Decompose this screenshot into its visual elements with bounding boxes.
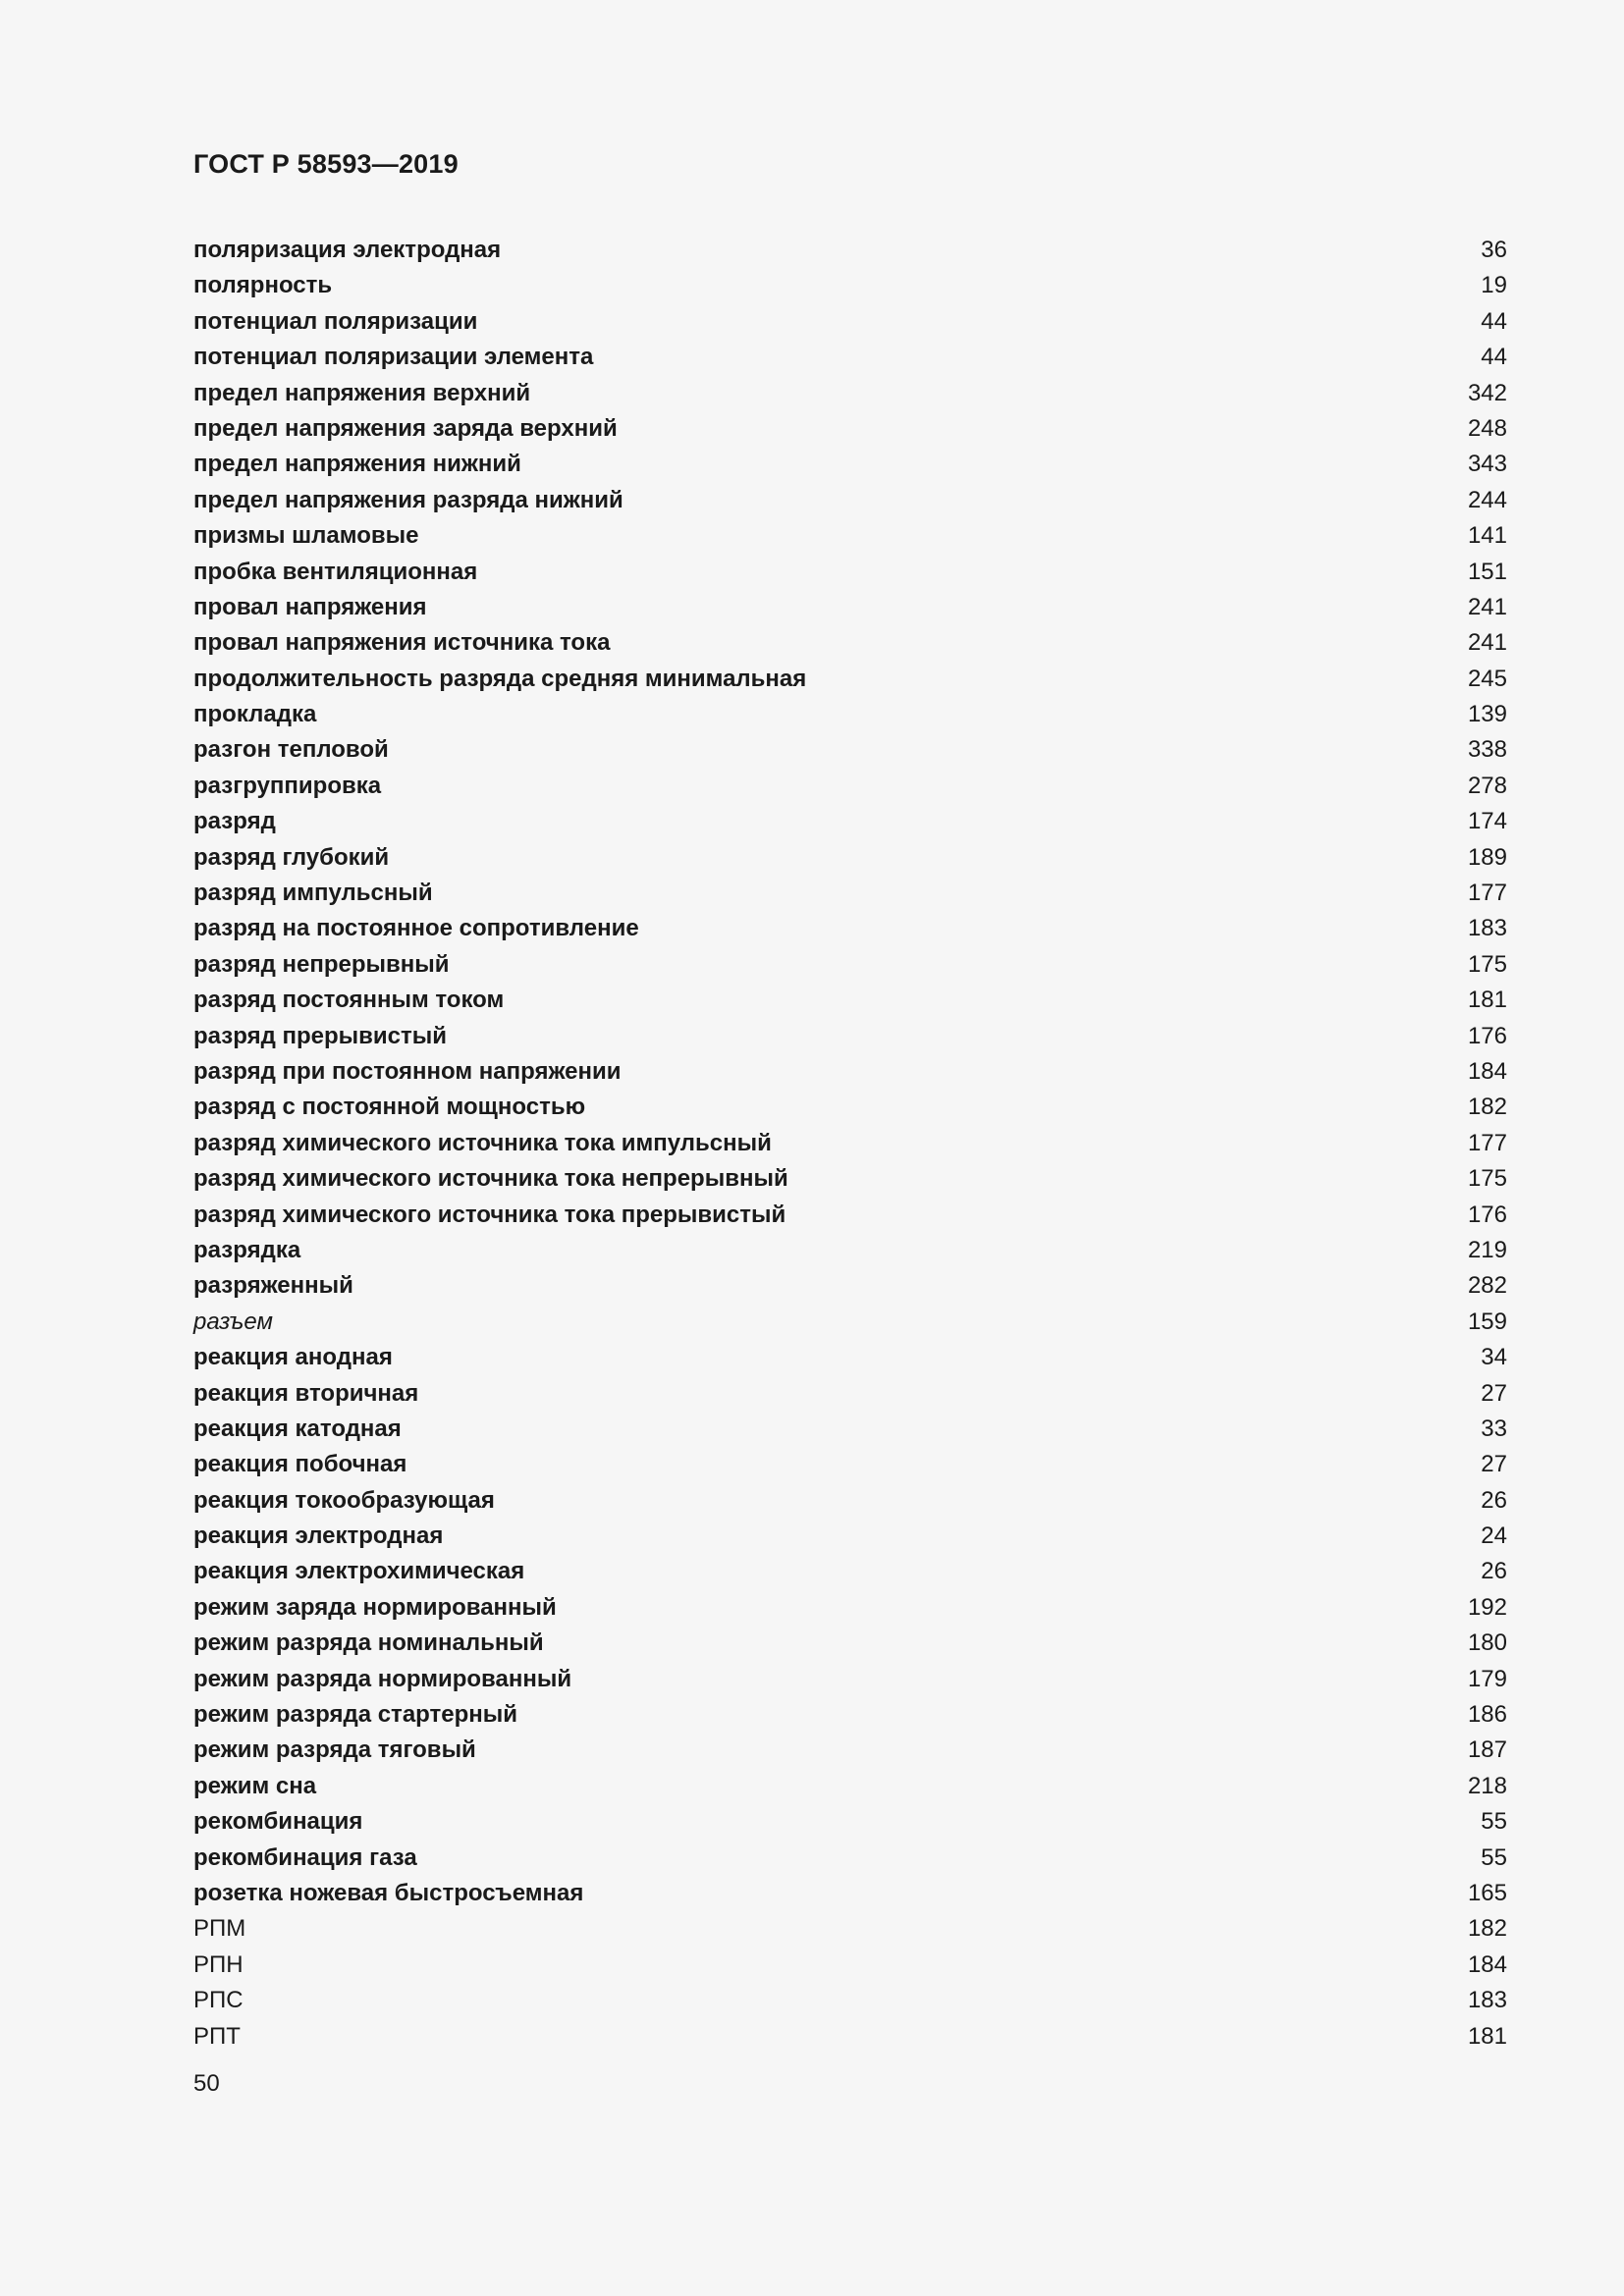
index-page-number: 26 xyxy=(1481,1486,1507,1514)
index-term: РПН xyxy=(193,1950,244,1978)
index-page-number: 182 xyxy=(1467,1094,1507,1121)
index-term: продолжительность разряда средняя минимальная xyxy=(193,665,807,692)
index-page-number: 181 xyxy=(1467,987,1507,1014)
index-page-number: 187 xyxy=(1467,1736,1507,1764)
index-term: провал напряжения источника тока xyxy=(193,629,611,657)
index-term: предел напряжения верхний xyxy=(193,379,531,406)
index-term: разряд импульсный xyxy=(193,880,433,907)
index-entry xyxy=(193,1733,1507,1768)
index-term: режим разряда стартерный xyxy=(193,1701,518,1729)
index-page-number: 36 xyxy=(1481,237,1507,263)
index-entry xyxy=(193,376,1507,411)
index-term: разряженный xyxy=(193,1272,353,1300)
index-entry xyxy=(193,1983,1507,2018)
index-entry xyxy=(193,1626,1507,1661)
index-page-number: 244 xyxy=(1467,486,1507,513)
page-number: 50 xyxy=(193,2070,220,2097)
index-page-number: 27 xyxy=(1481,1379,1507,1407)
index-term: пробка вентиляционная xyxy=(193,558,478,585)
index-entry xyxy=(193,304,1507,340)
index-entry xyxy=(193,1340,1507,1375)
index-entry xyxy=(193,1305,1507,1340)
index-entry xyxy=(193,1412,1507,1447)
index-entry xyxy=(193,1447,1507,1482)
index-term: РПТ xyxy=(193,2022,241,2050)
index-entry xyxy=(193,483,1507,518)
index-entry xyxy=(193,1554,1507,1589)
index-page-number: 175 xyxy=(1467,950,1507,978)
index-term: реакция побочная xyxy=(193,1451,407,1478)
index-entry xyxy=(193,697,1507,732)
index-page-number: 282 xyxy=(1467,1272,1507,1300)
index-term: РПМ xyxy=(193,1915,246,1943)
index-entry xyxy=(193,1198,1507,1233)
index-page-number: 55 xyxy=(1481,1843,1507,1871)
index-term: разряд на постоянное сопротивление xyxy=(193,915,639,942)
index-page-number: 182 xyxy=(1467,1915,1507,1943)
index-term: разгон тепловой xyxy=(193,736,389,764)
index-entry xyxy=(193,1841,1507,1876)
index-page-number: 343 xyxy=(1467,451,1507,478)
index-page-number: 34 xyxy=(1481,1344,1507,1371)
index-term: реакция электродная xyxy=(193,1522,444,1550)
index-entry xyxy=(193,947,1507,983)
index-page-number: 241 xyxy=(1467,629,1507,657)
index-entry xyxy=(193,411,1507,447)
index-entry xyxy=(193,447,1507,482)
index-term: разъем xyxy=(193,1308,273,1335)
index-entry xyxy=(193,1590,1507,1626)
index-page-number: 180 xyxy=(1467,1629,1507,1657)
index-page-number: 44 xyxy=(1481,307,1507,335)
index-entry xyxy=(193,1948,1507,1983)
index-page-number: 175 xyxy=(1467,1165,1507,1193)
index-page-number: 342 xyxy=(1467,379,1507,406)
index-entry xyxy=(193,625,1507,661)
index-page-number: 151 xyxy=(1467,558,1507,585)
index-page-number: 184 xyxy=(1467,1057,1507,1085)
index-page-number: 27 xyxy=(1481,1451,1507,1478)
index-term: реакция катодная xyxy=(193,1415,402,1442)
index-term: разрядка xyxy=(193,1236,301,1263)
index-page-number: 33 xyxy=(1481,1415,1507,1442)
index-entry xyxy=(193,1804,1507,1840)
index-term: потенциал поляризации xyxy=(193,307,478,335)
index-page-number: 159 xyxy=(1467,1308,1507,1335)
index-entry xyxy=(193,1126,1507,1161)
index-entry xyxy=(193,233,1507,268)
index-entry xyxy=(193,1376,1507,1412)
index-term: предел напряжения заряда верхний xyxy=(193,414,618,442)
index-page-number: 245 xyxy=(1467,665,1507,692)
index-page-number: 189 xyxy=(1467,843,1507,871)
index-entry xyxy=(193,1911,1507,1947)
index-page-number: 183 xyxy=(1467,915,1507,942)
index-entry xyxy=(193,911,1507,946)
index-page-number: 192 xyxy=(1467,1593,1507,1621)
index-page-number: 177 xyxy=(1467,880,1507,907)
index-page-number: 26 xyxy=(1481,1558,1507,1585)
index-entry xyxy=(193,983,1507,1018)
index-term: режим разряда нормированный xyxy=(193,1665,572,1692)
index-term: разряд глубокий xyxy=(193,843,390,871)
index-entry xyxy=(193,804,1507,839)
index-entry xyxy=(193,590,1507,625)
index-term: режим заряда нормированный xyxy=(193,1593,557,1621)
index-term: разгруппировка xyxy=(193,772,382,799)
index-page-number: 338 xyxy=(1467,736,1507,764)
index-entry xyxy=(193,2019,1507,2055)
index-term: разряд непрерывный xyxy=(193,950,450,978)
index-term: РПС xyxy=(193,1987,244,2014)
index-page-number: 176 xyxy=(1467,1022,1507,1049)
index-term: разряд химического источника тока непрерывный xyxy=(193,1165,788,1193)
index-entry xyxy=(193,1054,1507,1090)
document-header: ГОСТ Р 58593—2019 xyxy=(193,149,459,179)
index-page-number: 184 xyxy=(1467,1950,1507,1978)
index-term: разряд с постоянной мощностью xyxy=(193,1094,586,1121)
index-page-number: 218 xyxy=(1467,1772,1507,1799)
index-entry xyxy=(193,1233,1507,1268)
index-entry xyxy=(193,1161,1507,1197)
index-entry xyxy=(193,518,1507,554)
index-term: разряд xyxy=(193,808,276,835)
index-page-number: 177 xyxy=(1467,1129,1507,1156)
index-entry xyxy=(193,1019,1507,1054)
index-page-number: 278 xyxy=(1467,772,1507,799)
index-term: реакция вторичная xyxy=(193,1379,419,1407)
index-term: рекомбинация газа xyxy=(193,1843,417,1871)
index-term: полярность xyxy=(193,272,333,299)
index-entry xyxy=(193,1483,1507,1519)
index-entry xyxy=(193,876,1507,911)
index-term: предел напряжения разряда нижний xyxy=(193,486,623,513)
index-entry xyxy=(193,732,1507,768)
index-entry xyxy=(193,662,1507,697)
index-term: розетка ножевая быстросъемная xyxy=(193,1879,584,1906)
index-page-number: 174 xyxy=(1467,808,1507,835)
index-entry xyxy=(193,340,1507,375)
index-term: разряд химического источника тока импульсный xyxy=(193,1129,772,1156)
index-page-number: 139 xyxy=(1467,701,1507,728)
index-page-number: 241 xyxy=(1467,593,1507,620)
index-page-number: 44 xyxy=(1481,344,1507,371)
index-term: разряд постоянным током xyxy=(193,987,505,1014)
index-entry xyxy=(193,1268,1507,1304)
index-entry xyxy=(193,1697,1507,1733)
index-entry xyxy=(193,1769,1507,1804)
index-page-number: 24 xyxy=(1481,1522,1507,1550)
index-list xyxy=(193,233,1507,2055)
index-entry xyxy=(193,1876,1507,1911)
index-page-number: 165 xyxy=(1467,1879,1507,1906)
index-term: реакция электрохимическая xyxy=(193,1558,525,1585)
index-term: предел напряжения нижний xyxy=(193,451,521,478)
index-page-number: 141 xyxy=(1467,522,1507,550)
index-page-number: 183 xyxy=(1467,1987,1507,2014)
index-term: режим разряда тяговый xyxy=(193,1736,476,1764)
index-term: разряд химического источника тока прерывистый xyxy=(193,1201,786,1228)
index-term: реакция анодная xyxy=(193,1344,393,1371)
index-entry xyxy=(193,840,1507,876)
index-page-number: 55 xyxy=(1481,1808,1507,1836)
index-page-number: 219 xyxy=(1467,1236,1507,1263)
index-term: разряд прерывистый xyxy=(193,1022,447,1049)
index-term: провал напряжения xyxy=(193,593,427,620)
index-term: рекомбинация xyxy=(193,1808,363,1836)
index-entry xyxy=(193,555,1507,590)
index-entry xyxy=(193,769,1507,804)
index-term: поляризация электродная xyxy=(193,237,502,263)
index-page-number: 176 xyxy=(1467,1201,1507,1228)
index-page-number: 179 xyxy=(1467,1665,1507,1692)
index-term: режим разряда номинальный xyxy=(193,1629,544,1657)
index-entry xyxy=(193,1662,1507,1697)
index-page-number: 248 xyxy=(1467,414,1507,442)
index-term: потенциал поляризации элемента xyxy=(193,344,594,371)
index-entry xyxy=(193,1090,1507,1125)
index-term: призмы шламовые xyxy=(193,522,419,550)
index-term: прокладка xyxy=(193,701,317,728)
index-term: реакция токообразующая xyxy=(193,1486,495,1514)
index-term: разряд при постоянном напряжении xyxy=(193,1057,622,1085)
index-page-number: 19 xyxy=(1481,272,1507,299)
index-entry xyxy=(193,268,1507,303)
index-term: режим сна xyxy=(193,1772,317,1799)
index-entry xyxy=(193,1519,1507,1554)
index-page-number: 186 xyxy=(1467,1701,1507,1729)
index-page-number: 181 xyxy=(1467,2022,1507,2050)
